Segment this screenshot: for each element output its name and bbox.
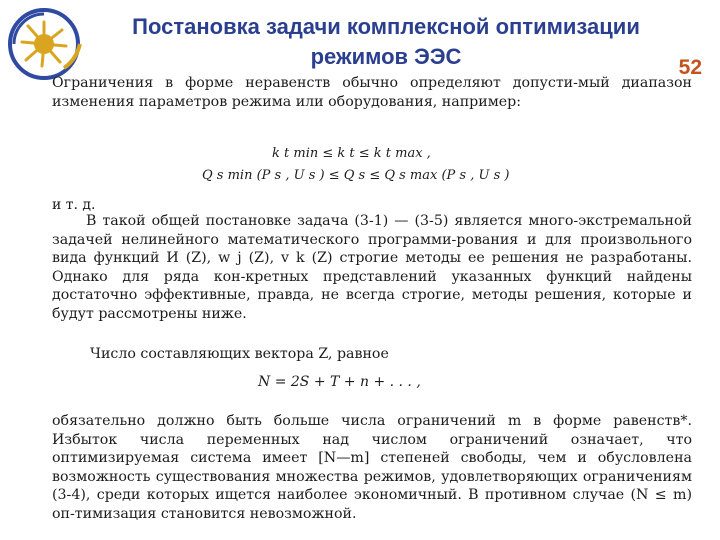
- etc-text: и т. д.: [52, 197, 96, 213]
- formula-n-count: N = 2S + T + n + . . . ,: [258, 374, 421, 390]
- paragraph-degrees-of-freedom: обязательно должно быть больше числа ограничений m в форме равенств*. Избыток числа переменных над числом ограничений означает, что оптимизируемая система имеет [N—m] степеней свободы, чем и обусловлена возможность существования множества режимов, удовлетворяющих ограничениям (3-4), среди которых ищется наиболее экономичный. В противном случае (N ≤ m) оп-тимизация становится невозможной.: [52, 413, 692, 522]
- formula-kt-bounds: k t min ≤ k t ≤ k t max ,: [272, 146, 431, 161]
- vector-components-line: Число составляющих вектора Z, равное: [90, 346, 389, 362]
- page-number: 52: [678, 56, 702, 79]
- title-line-2: режимов ЭЭС: [310, 44, 462, 69]
- formula-qs-bounds: Q s min (P s , U s ) ≤ Q s ≤ Q s max (P s , U s ): [202, 168, 510, 183]
- company-logo-icon: [4, 4, 92, 84]
- paragraph-general-statement: В такой общей постановке задача (3-1) — (3-5) является много-экстремальной задачей нелинейного математического программи-рования и для произвольного вида функций И (Z), w j (Z), v k (Z) строгие методы ее решения не разработаны. Однако для ряда кон-кретных представлений указанных функций найдены достаточно эффективные, правда, не всегда строгие, методы решения, которые и будут рассмотрены ниже.: [52, 213, 692, 322]
- paragraph-constraints: Ограничения в форме неравенств обычно определяют допусти-мый диапазон изменения параметров режима или оборудования, например:: [52, 75, 692, 110]
- title-line-1: Постановка задачи комплексной оптимизации: [132, 14, 640, 39]
- page-title: [96, 12, 676, 72]
